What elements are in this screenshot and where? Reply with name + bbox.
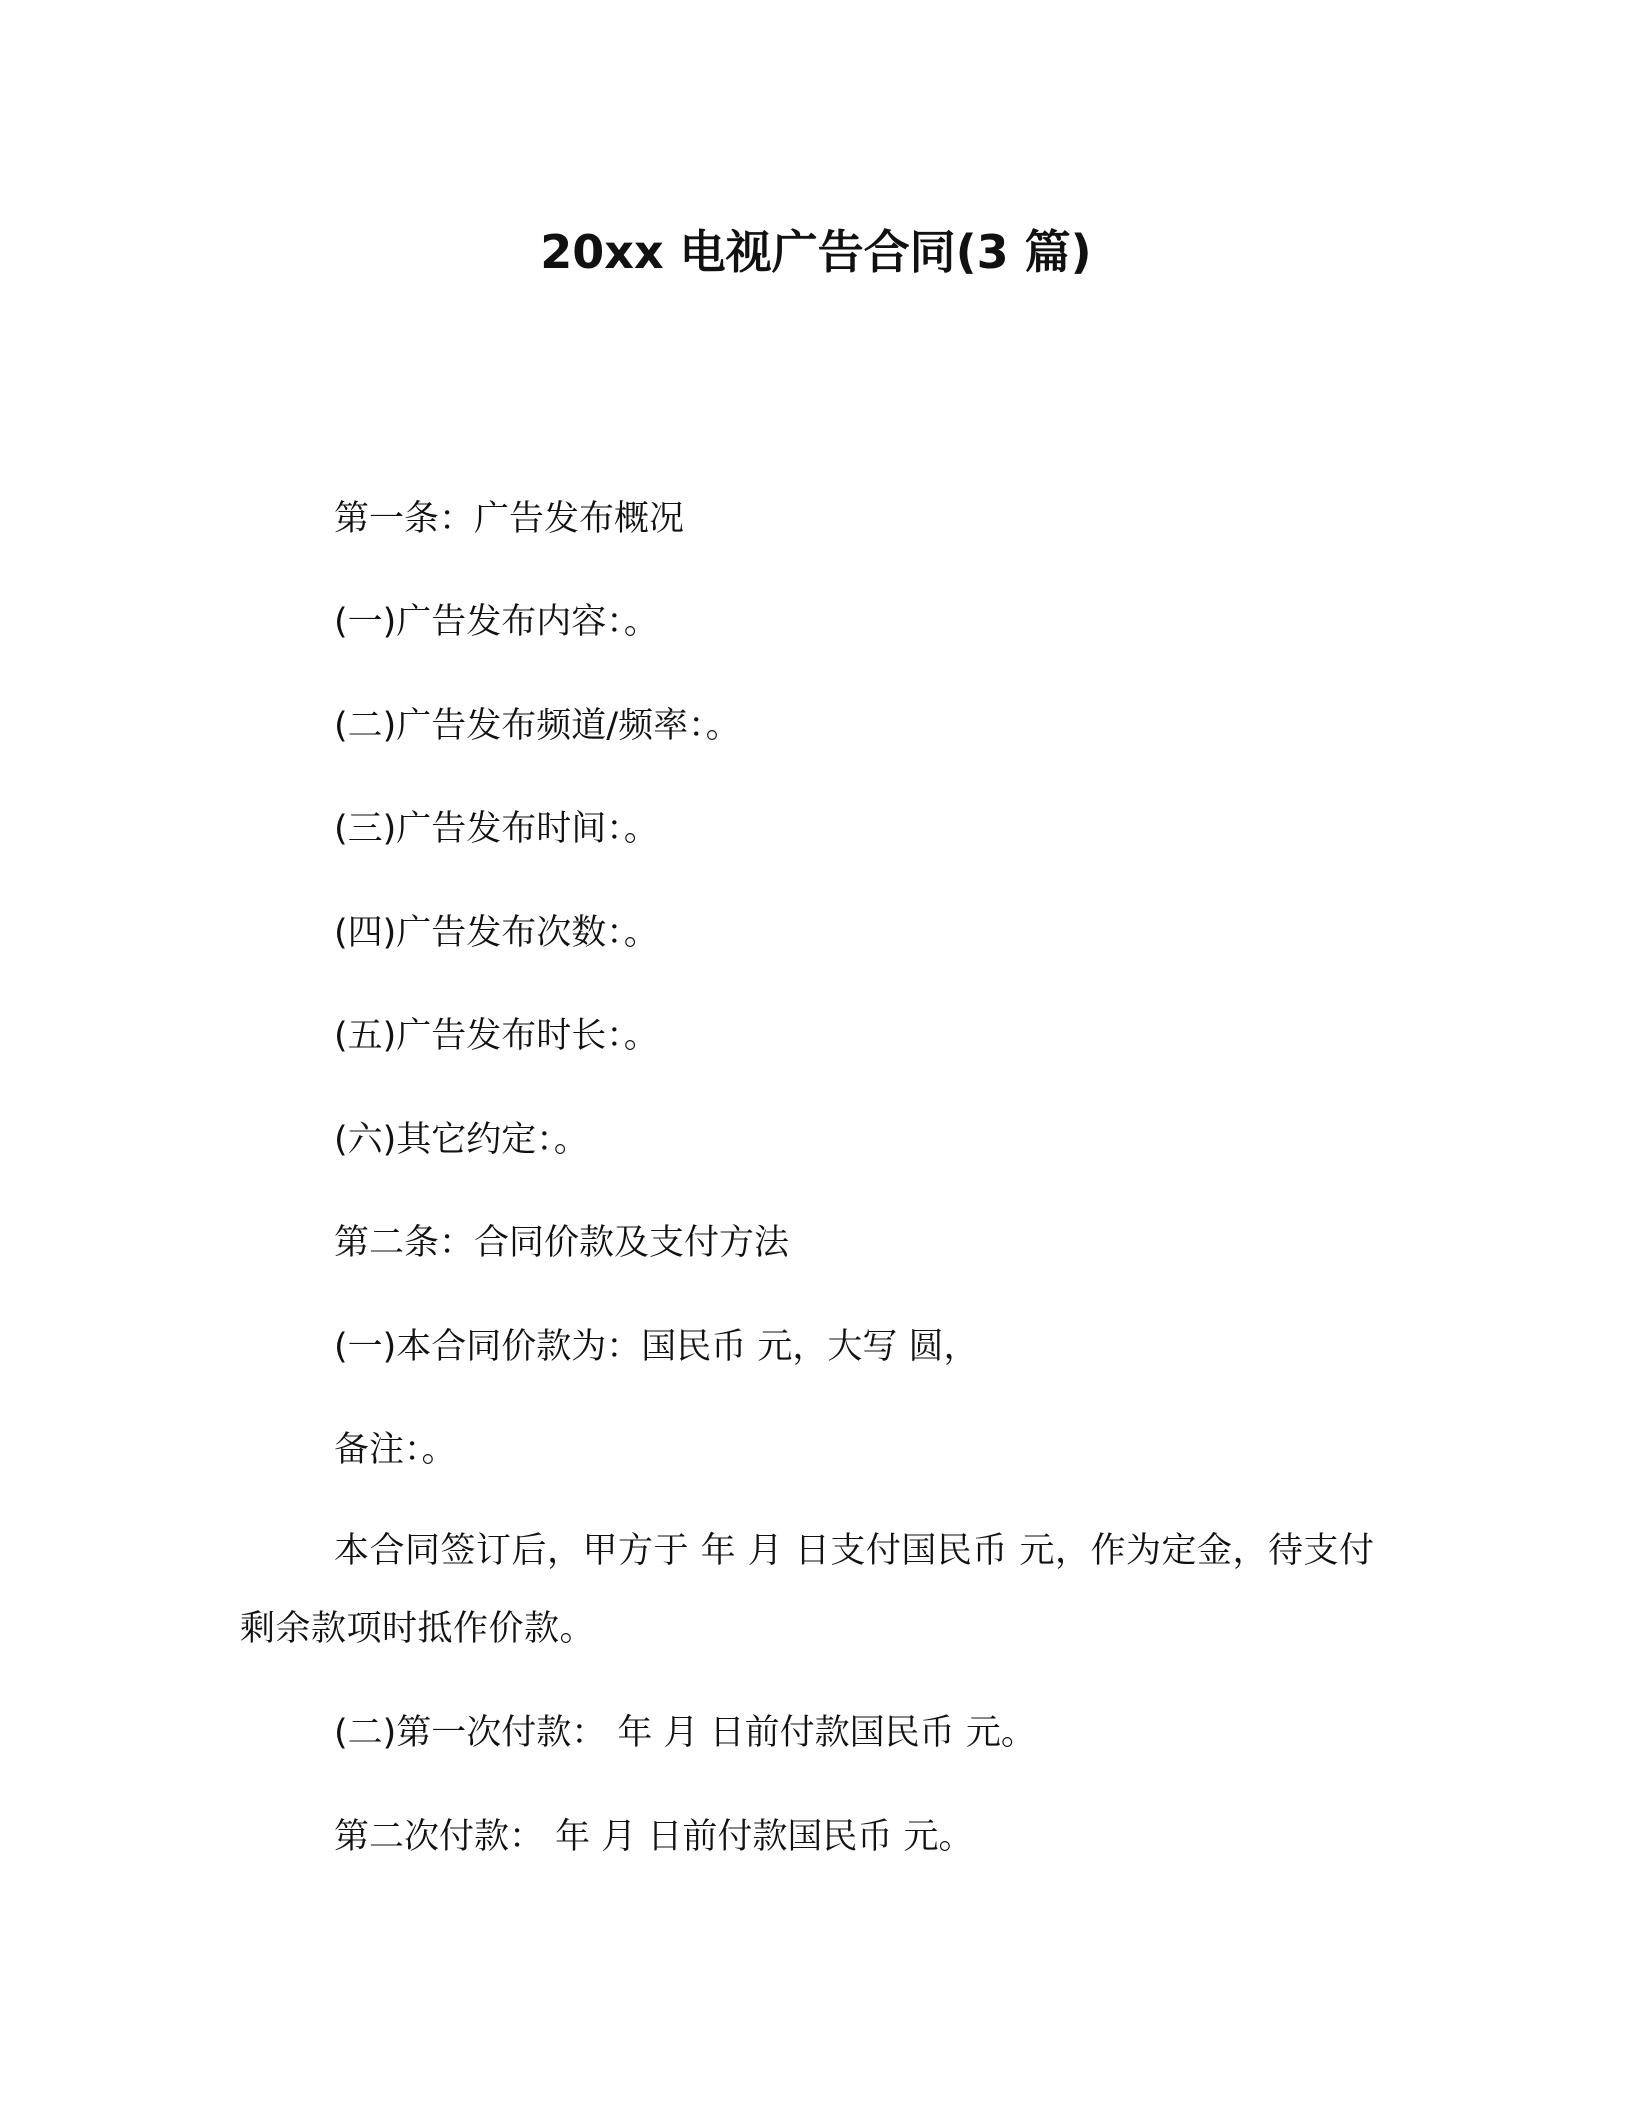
article-1-item-1: (一)广告发布内容：。 [334, 602, 659, 642]
article-2-heading: 第二条：合同价款及支付方法 [334, 1223, 790, 1263]
document-title: 20xx 电视广告合同(3 篇) [540, 225, 1092, 279]
article-1-item-6: (六)其它约定：。 [334, 1120, 589, 1160]
article-2-second-payment: 第二次付款： 年 月 日前付款国民币 元。 [334, 1817, 974, 1857]
article-1-item-3: (三)广告发布时间：。 [334, 809, 659, 849]
article-2-price-line: (一)本合同价款为：国民币 元，大写 圆， [334, 1327, 979, 1367]
article-1-item-2: (二)广告发布频道/频率：。 [334, 706, 741, 746]
article-1-item-4: (四)广告发布次数：。 [334, 913, 659, 953]
article-1-heading: 第一条：广告发布概况 [334, 499, 685, 539]
article-2-remark: 备注：。 [334, 1430, 457, 1470]
article-2-deposit-paragraph: 本合同签订后，甲方于 年 月 日支付国民币 元，作为定金，待支付剩余款项时抵作价款。 [240, 1531, 1375, 1649]
article-1-item-5: (五)广告发布时长：。 [334, 1016, 659, 1056]
article-2-first-payment: (二)第一次付款： 年 月 日前付款国民币 元。 [334, 1713, 1036, 1753]
